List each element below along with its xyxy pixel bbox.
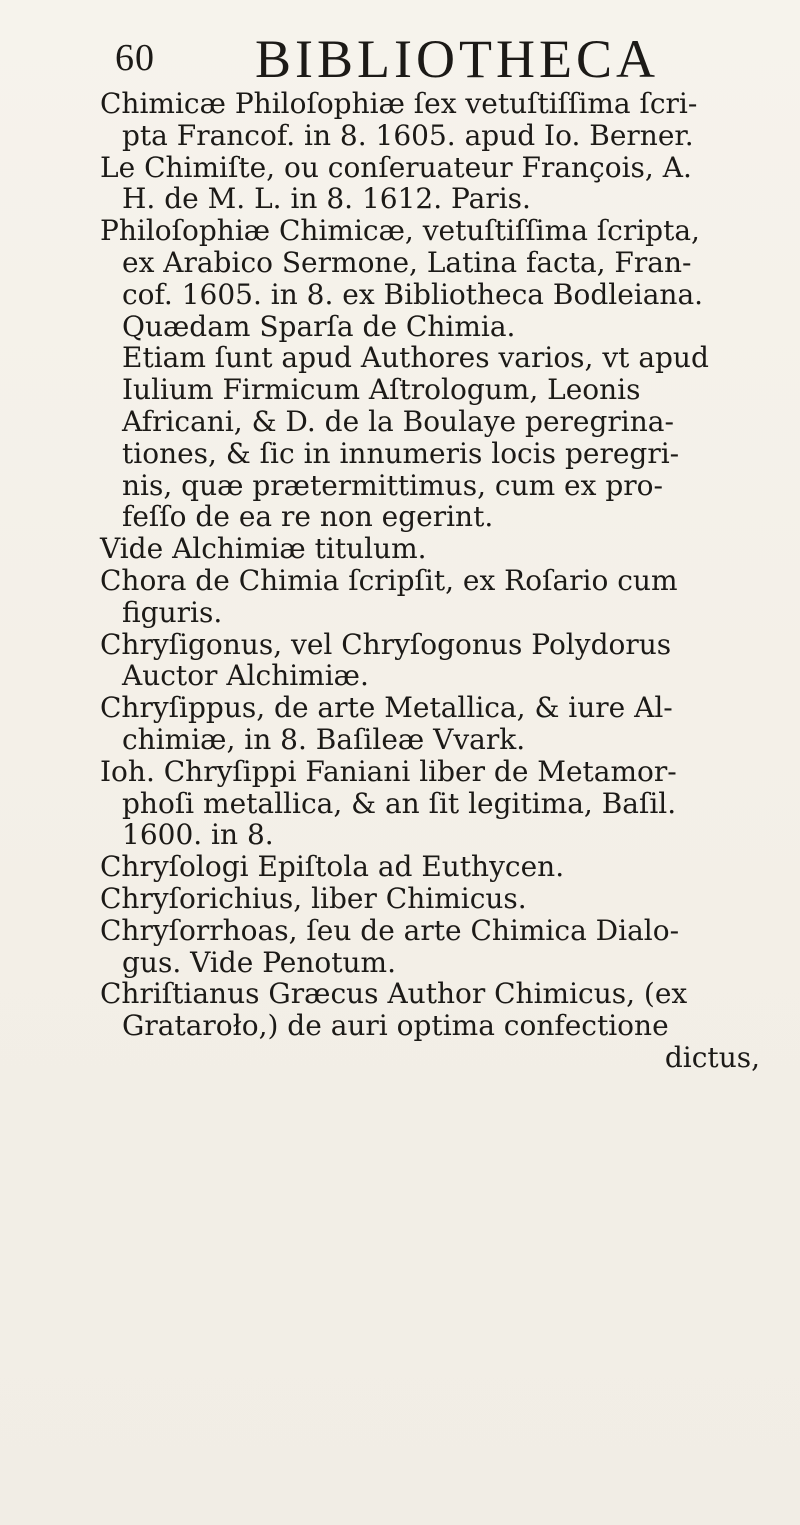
text-line: Chryſorichius, liber Chimicus.: [100, 881, 527, 915]
text-line: cof. 1605. in 8. ex Bibliotheca Bodleiana.: [122, 277, 704, 311]
text-line: Auctor Alchimiæ.: [122, 659, 369, 693]
text-line: Vide Alchimiæ titulum.: [100, 532, 427, 566]
text-line: Africani, & D. de la Boulaye peregrina-: [122, 404, 674, 438]
text-line: Le Chimiſte, ou conſeruateur François, A.: [100, 150, 692, 184]
body-text: [100, 88, 780, 1074]
text-line: phoſi metallica, & an ſit legitima, Baſil.: [122, 786, 677, 820]
text-line: Iulium Firmicum Aſtrologum, Leonis: [122, 373, 641, 407]
catchword: dictus,: [664, 1040, 760, 1074]
text-line: H. de M. L. in 8. 1612. Paris.: [122, 182, 531, 216]
text-line: 1600. in 8.: [122, 818, 274, 852]
text-line: tiones, & ſic in innumeris locis peregri-: [122, 436, 680, 470]
text-line: Quædam Sparſa de Chimia.: [122, 309, 516, 343]
text-line: figuris.: [122, 595, 223, 629]
text-line: Chora de Chimia ſcripſit, ex Roſario cum: [100, 563, 678, 597]
text-line: gus. Vide Penotum.: [122, 945, 396, 979]
text-line: ex Arabico Sermone, Latina facta, Fran-: [122, 245, 692, 279]
running-title: BIBLIOTHECA: [255, 29, 659, 89]
text-line: chimiæ, in 8. Baſileæ Vvark.: [122, 722, 526, 756]
text-line: Philoſophiæ Chimicæ, vetuſtiſſima ſcripta,: [100, 214, 700, 248]
page-number: 60: [115, 37, 155, 79]
text-line: nis, quæ prætermittimus, cum ex pro-: [122, 468, 663, 502]
text-line: Ioh. Chryſippi Faniani liber de Metamor-: [100, 754, 677, 788]
text-line: Chimicæ Philoſophiæ ſex vetuſtiſſima ſcri-: [100, 87, 698, 120]
text-line: feſſo de ea re non egerint.: [122, 500, 494, 534]
text-line: Grataroło,) de auri optima confectione: [122, 1009, 669, 1043]
text-line: Chryſologi Epiſtola ad Euthycen.: [100, 850, 565, 884]
text-line: pta Francof. in 8. 1605. apud Io. Berner.: [122, 118, 694, 152]
text-line: Chriſtianus Græcus Author Chimicus, (ex: [100, 977, 688, 1011]
page-header: [115, 28, 735, 88]
text-line: Chryſippus, de arte Metallica, & iure Al-: [100, 691, 673, 725]
text-line: Etiam ſunt apud Authores varios, vt apud: [122, 341, 709, 375]
text-line: Chryſorrhoas, ſeu de arte Chimica Dialo-: [100, 913, 680, 947]
text-line: Chryſigonus, vel Chryſogonus Polydorus: [100, 627, 672, 661]
